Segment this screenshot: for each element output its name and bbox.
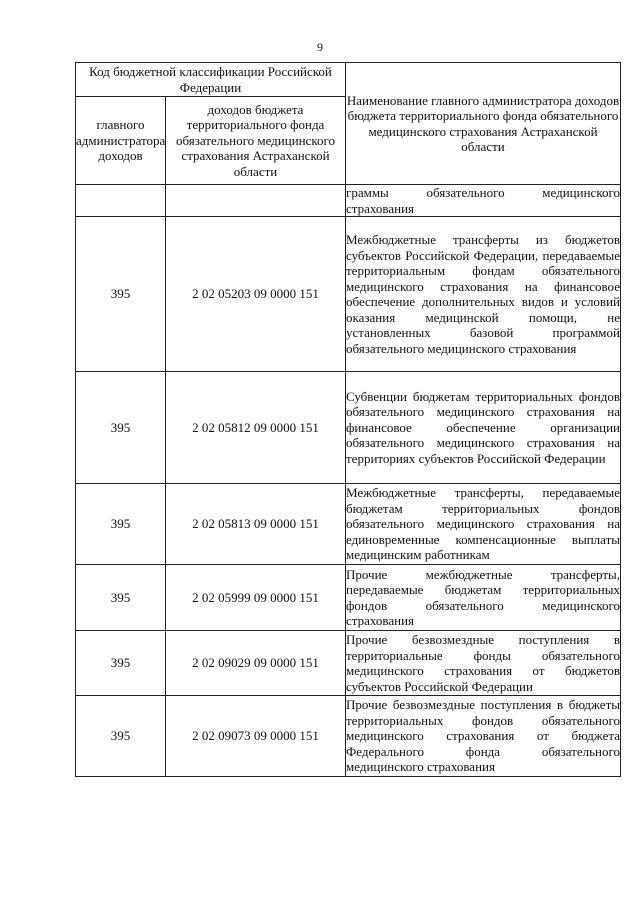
table-row	[76, 696, 621, 777]
admin-code-cell: 395	[76, 372, 166, 484]
table-row	[76, 372, 621, 484]
admin-code-cell: 395	[76, 565, 166, 631]
revenue-name-cell: Прочие безвозмездные поступления в бюджеты территориальных фондов обязательного медицинского страхования от бюджета Федерального фонда обязательного медицинского страхования	[346, 696, 621, 777]
revenue-name-cell: Прочие безвозмездные поступления в территориальные фонды обязательного медицинского страхования от бюджетов субъектов Российской Федерации	[346, 632, 620, 694]
revenue-name-cell: граммы обязательного медицинского страхования	[346, 185, 620, 216]
page-number: 9	[317, 40, 323, 54]
revenue-name-cell: Межбюджетные трансферты из бюджетов субъектов Российской Федерации, передаваемые территориальным фондам обязательного медицинского страхования на финансовое обеспечение дополнительных видов и условий оказания медицинской помощи, не установленных базовой программой обязательного медицинского страхования	[346, 217, 621, 372]
revenue-code-cell: 2 02 09029 09 0000 151	[166, 631, 346, 696]
budget-classification-table	[75, 62, 621, 777]
header-classification-code: Код бюджетной классификации Российской Федерации	[76, 63, 346, 97]
table-row	[76, 185, 621, 217]
revenue-code-cell: 2 02 05999 09 0000 151	[166, 565, 346, 631]
header-revenue-code: доходов бюджета территориального фонда обязательного медицинского страхования Астраханской области	[166, 97, 346, 185]
revenue-code-cell: 2 02 05203 09 0000 151	[166, 217, 346, 372]
admin-code-cell: 395	[76, 631, 166, 696]
revenue-name-cell: Субвенции бюджетам территориальных фондов обязательного медицинского страхования на финансовое обеспечение организации обязательного медицинского страхования на территориях субъектов Российской Федерации	[346, 372, 621, 484]
revenue-code-cell: 2 02 09073 09 0000 151	[166, 696, 346, 777]
table-row	[76, 484, 621, 565]
admin-code-cell: 395	[76, 696, 166, 777]
admin-code-cell	[76, 185, 166, 217]
table-row	[76, 217, 621, 372]
header-administrator-name: Наименование главного администратора доходов бюджета территориального фонда обязательного медицинского страхования Астраханской области	[346, 63, 621, 185]
revenue-name-cell: Межбюджетные трансферты, передаваемые бюджетам территориальных фондов обязательного медицинского страхования на единовременные компенсационные выплаты медицинским работникам	[346, 484, 621, 565]
table-row	[76, 565, 621, 631]
revenue-name-cell: Прочие межбюджетные трансферты, передаваемые бюджетам территориальных фондов обязательного медицинского страхования	[346, 565, 621, 631]
revenue-code-cell	[166, 185, 346, 217]
revenue-code-cell: 2 02 05813 09 0000 151	[166, 484, 346, 565]
admin-code-cell: 395	[76, 217, 166, 372]
admin-code-cell: 395	[76, 484, 166, 565]
table-row	[76, 631, 621, 696]
revenue-code-cell: 2 02 05812 09 0000 151	[166, 372, 346, 484]
header-main-administrator: главного администратора доходов	[76, 97, 166, 185]
